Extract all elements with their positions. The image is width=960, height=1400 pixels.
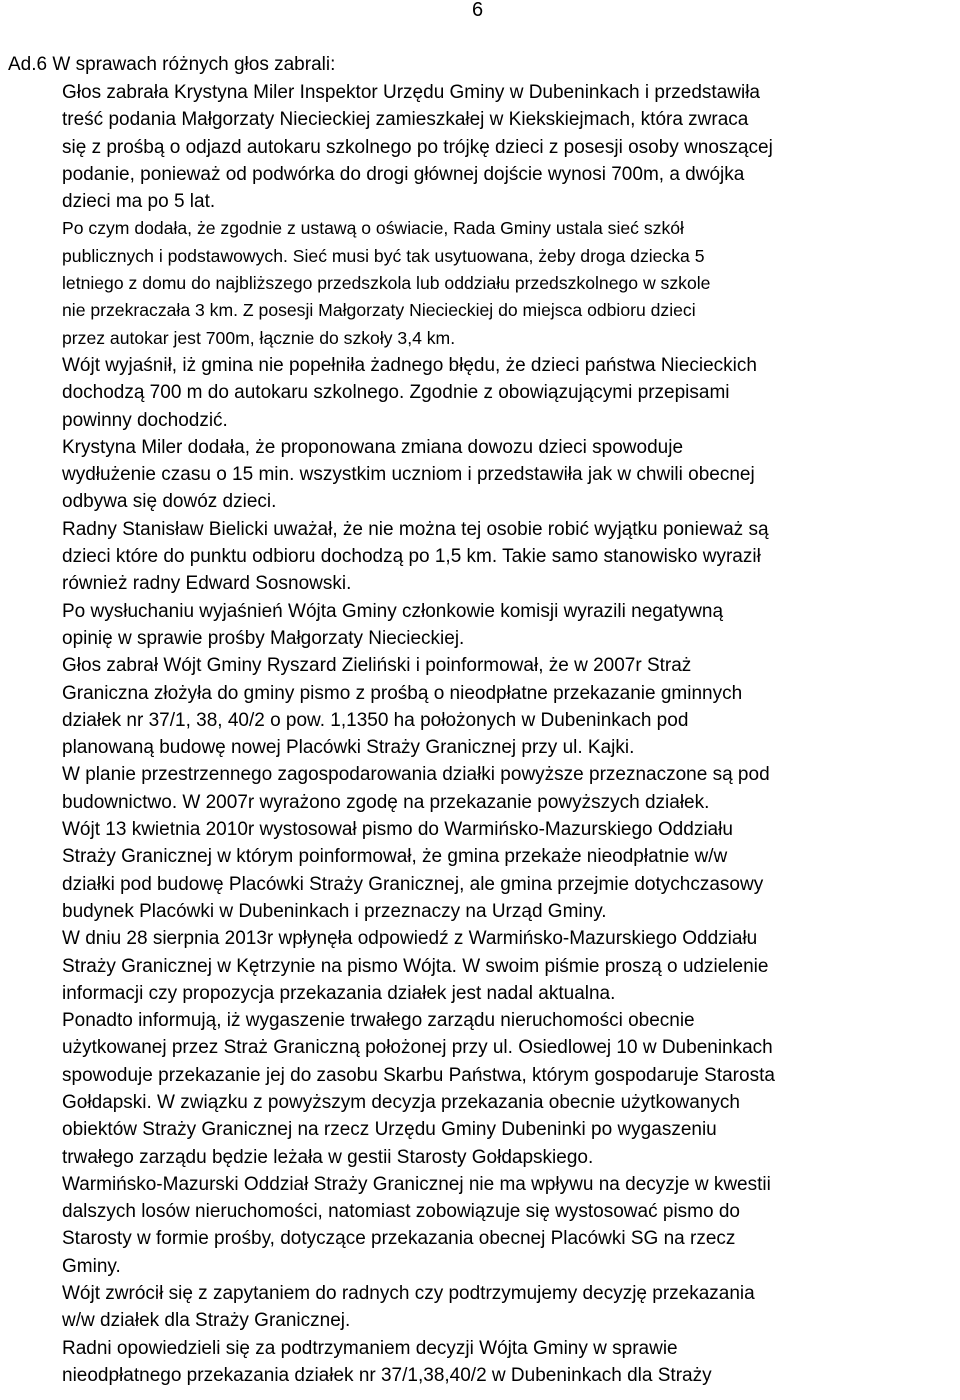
text-line: użytkowanej przez Straż Graniczną położonej przy ul. Osiedlowej 10 w Dubeninkach <box>62 1037 773 1059</box>
text-line: Po czym dodała, że zgodnie z ustawą o oświacie, Rada Gminy ustala sieć szkół <box>62 218 684 239</box>
text-line: letniego z domu do najbliższego przedszkola lub oddziału przedszkolnego w szkole <box>62 273 711 294</box>
paragraph <box>0 652 960 761</box>
text-line: Wójt wyjaśnił, iż gmina nie popełniła żadnego błędu, że dzieci państwa Niecieckich <box>62 354 757 376</box>
text-line: dzieci które do punktu odbioru dochodzą po 1,5 km. Takie samo stanowisko wyraził <box>62 546 761 568</box>
text-line: Wójt zwrócił się z zapytaniem do radnych czy podtrzymujemy decyzję przekazania <box>62 1283 755 1305</box>
section-heading: Ad.6 W sprawach różnych głos zabrali: <box>8 54 336 75</box>
text-line: obiektów Straży Granicznej na rzecz Urzędu Gminy Dubeninki po wygaszeniu <box>62 1119 717 1141</box>
text-line: Gołdapski. W związku z powyższym decyzja przekazania obecnie użytkowanych <box>62 1091 740 1113</box>
text-line: Straży Granicznej w którym poinformował, że gmina przekaże nieodpłatnie w/w <box>62 846 728 868</box>
paragraph <box>0 516 960 598</box>
text-line: dzieci ma po 5 lat. <box>62 191 216 213</box>
text-line: nie przekraczała 3 km. Z posesji Małgorzaty Niecieckiej do miejsca odbioru dzieci <box>62 300 696 321</box>
text-line: Wójt 13 kwietnia 2010r wystosował pismo do Warmińsko-Mazurskiego Oddziału <box>62 819 733 841</box>
paragraph <box>0 79 960 215</box>
text-line: Radni opowiedzieli się za podtrzymaniem decyzji Wójta Gminy w sprawie <box>62 1337 678 1359</box>
text-line: budynek Placówki w Dubeninkach i przeznaczy na Urząd Gminy. <box>62 900 607 922</box>
text-line: publicznych i podstawowych. Sieć musi być tak usytuowana, żeby droga dziecka 5 <box>62 245 705 266</box>
text-line: spowoduje przekazanie jej do zasobu Skarbu Państwa, którym gospodaruje Starosta <box>62 1064 775 1086</box>
text-line: budownictwo. W 2007r wyrażono zgodę na przekazanie powyższych działek. <box>62 791 710 813</box>
paragraph <box>0 816 960 925</box>
text-line: W dniu 28 sierpnia 2013r wpłynęła odpowiedź z Warmińsko-Mazurskiego Oddziału <box>62 928 758 950</box>
text-line: informacji czy propozycja przekazania działek jest nadal aktualna. <box>62 982 616 1004</box>
paragraph <box>0 1171 960 1280</box>
text-line: odbywa się dowóz dzieci. <box>62 491 277 513</box>
text-line: przez autokar jest 700m, łącznie do szkoły 3,4 km. <box>62 327 456 348</box>
text-line: powinny dochodzić. <box>62 409 228 431</box>
text-line: Krystyna Miler dodała, że proponowana zmiana dowozu dzieci spowoduje <box>62 436 684 458</box>
text-line: Radny Stanisław Bielicki uważał, że nie można tej osobie robić wyjątku ponieważ są <box>62 518 769 540</box>
text-line: dalszych losów nieruchomości, natomiast zobowiązuje się wystosować pismo do <box>62 1201 740 1223</box>
text-line: Gminy. <box>62 1255 121 1277</box>
text-line: trwałego zarządu będzie leżała w gestii Starosty Gołdapskiego. <box>62 1146 594 1168</box>
text-line: treść podania Małgorzaty Niecieckiej zamieszkałej w Kiekskiejmach, która zwraca <box>62 109 749 131</box>
text-line: Graniczna złożyła do gminy pismo z prośbą o nieodpłatne przekazanie gminnych <box>62 682 743 704</box>
paragraph <box>0 761 960 816</box>
document-body <box>0 51 960 1389</box>
text-line: Straży Granicznej w Kętrzynie na pismo Wójta. W swoim piśmie proszą o udzielenie <box>62 955 769 977</box>
paragraph <box>0 925 960 1007</box>
text-line: Po wysłuchaniu wyjaśnień Wójta Gminy członkowie komisji wyrazili negatywną <box>62 600 724 622</box>
text-line: Ponadto informują, iż wygaszenie trwałego zarządu nieruchomości obecnie <box>62 1010 695 1032</box>
text-line: planowaną budowę nowej Placówki Straży Granicznej przy ul. Kajki. <box>62 737 635 759</box>
text-line: dochodzą 700 m do autokaru szkolnego. Zgodnie z obowiązującymi przepisami <box>62 382 730 404</box>
text-line: Głos zabrał Wójt Gminy Ryszard Zieliński i poinformował, że w 2007r Straż <box>62 655 692 677</box>
paragraph <box>0 352 960 434</box>
page-number: 6 <box>472 0 484 21</box>
paragraph <box>0 215 960 351</box>
text-line: Starosty w formie prośby, dotyczące przekazania obecnej Placówki SG na rzecz <box>62 1228 736 1250</box>
text-line: w/w działek dla Straży Granicznej. <box>62 1310 351 1332</box>
text-line: podanie, ponieważ od podwórka do drogi głównej dojście wynosi 700m, a dwójka <box>62 163 745 185</box>
text-line: się z prośbą o odjazd autokaru szkolnego po trójkę dzieci z posesji osoby wnoszącej <box>62 136 773 158</box>
paragraph <box>0 1335 960 1390</box>
text-line: nieodpłatnego przekazania działek nr 37/1,38,40/2 w Dubeninkach dla Straży <box>62 1364 712 1386</box>
text-line: W planie przestrzennego zagospodarowania działki powyższe przeznaczone są pod <box>62 764 770 786</box>
text-line: wydłużenie czasu o 15 min. wszystkim uczniom i przedstawiła jak w chwili obecnej <box>62 464 755 486</box>
paragraph <box>0 1007 960 1171</box>
text-line: opinię w sprawie prośby Małgorzaty Niecieckiej. <box>62 627 465 649</box>
paragraph <box>0 598 960 653</box>
paragraph <box>0 434 960 516</box>
text-line: Głos zabrała Krystyna Miler Inspektor Urzędu Gminy w Dubeninkach i przedstawiła <box>62 82 760 103</box>
text-line: działki pod budowę Placówki Straży Granicznej, ale gmina przejmie dotychczasowy <box>62 873 764 895</box>
paragraph <box>0 1280 960 1335</box>
text-line: działek nr 37/1, 38, 40/2 o pow. 1,1350 ha położonych w Dubeninkach pod <box>62 709 689 731</box>
text-line: Warmińsko-Mazurski Oddział Straży Granicznej nie ma wpływu na decyzje w kwestii <box>62 1173 771 1195</box>
text-line: również radny Edward Sosnowski. <box>62 573 352 595</box>
paragraph-list <box>0 79 960 1389</box>
